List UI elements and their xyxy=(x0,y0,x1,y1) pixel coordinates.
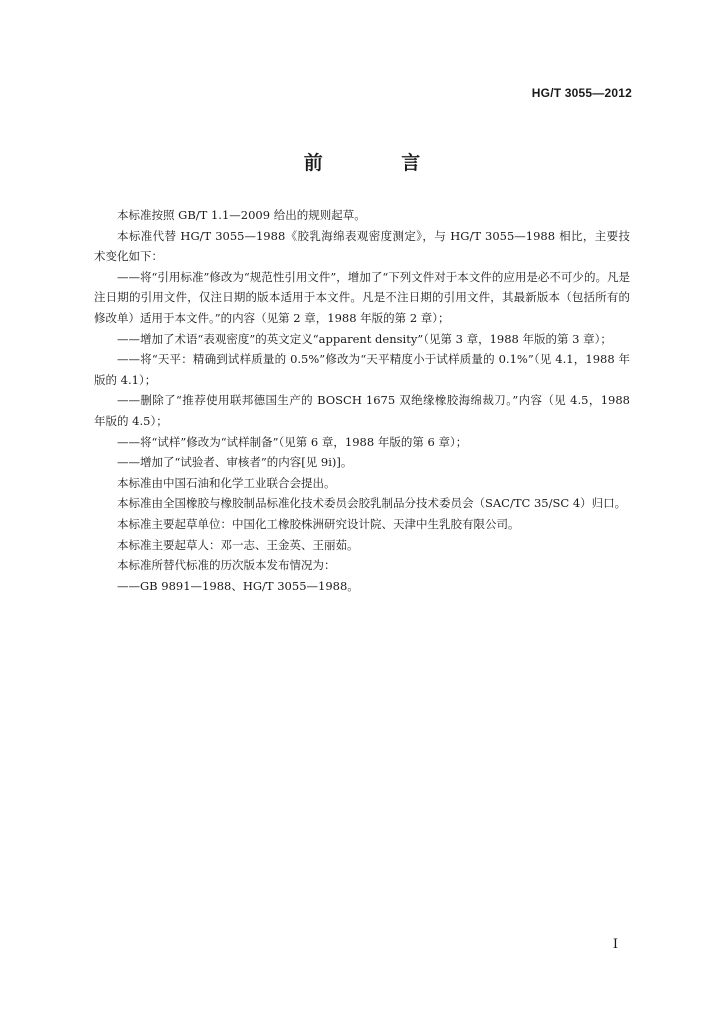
paragraph-replaces-standard: 本标准代替 HG/T 3055—1988《胶乳海绵表观密度测定》，与 HG/T 3055—1988 相比，主要技术变化如下： xyxy=(94,228,630,264)
change-item-normative-references: ——将“引用标准”修改为“规范性引用文件”，增加了“下列文件对于本文件的应用是必不可少的。凡是注日期的引用文件，仅注日期的版本适用于本文件。凡是不注日期的引用文件，其最新版本（包括所有的修改单）适用于本文件。”的内容（见第 2 章，1988 年版的第 2 章）； xyxy=(94,269,630,325)
document-code: HG/T 3055—2012 xyxy=(531,86,632,100)
change-item-balance-accuracy: ——将“天平：精确到试样质量的 0.5%”修改为“天平精度小于试样质量的 0.1%”（见 4.1，1988 年版的 4.1）； xyxy=(94,352,630,387)
change-item-bosch-cutter: ——删除了“推荐使用联邦德国生产的 BOSCH 1675 双绝缘橡胶海绵裁刀。”内容（见 4.5，1988 年版的 4.5）； xyxy=(94,393,630,428)
page-number: I xyxy=(612,937,618,952)
paragraph-drafters: 本标准主要起草人：邓一志、王金英、王丽茹。 xyxy=(117,537,359,552)
paragraph-drafting-rules: 本标准按照 GB/T 1.1—2009 给出的规则起草。 xyxy=(117,208,366,222)
foreword-body xyxy=(94,205,630,596)
paragraph-drafting-organizations: 本标准主要起草单位：中国化工橡胶株洲研究设计院、天津中生乳胶有限公司。 xyxy=(117,516,520,531)
paragraph-previous-editions: 本标准所替代标准的历次版本发布情况为： xyxy=(117,558,336,573)
page-title: 前 言 xyxy=(303,152,457,174)
change-item-sample-preparation: ——将“试样”修改为“试样制备”（见第 6 章，1988 年版的第 6 章）； xyxy=(117,434,468,449)
previous-editions-list: ——GB 9891—1988、HG/T 3055—1988。 xyxy=(117,578,359,593)
paragraph-under-jurisdiction: 本标准由全国橡胶与橡胶制品标准化技术委员会胶乳制品分技术委员会（SAC/TC 35/SC 4）归口。 xyxy=(117,496,627,511)
paragraph-proposed-by: 本标准由中国石油和化学工业联合会提出。 xyxy=(117,475,336,490)
change-item-tester-reviewer: ——增加了“试验者、审核者”的内容[见 9i)]。 xyxy=(117,455,353,470)
change-item-apparent-density: ——增加了术语“表观密度”的英文定义“apparent density”（见第 3 章，1988 年版的第 3 章）； xyxy=(117,331,612,346)
